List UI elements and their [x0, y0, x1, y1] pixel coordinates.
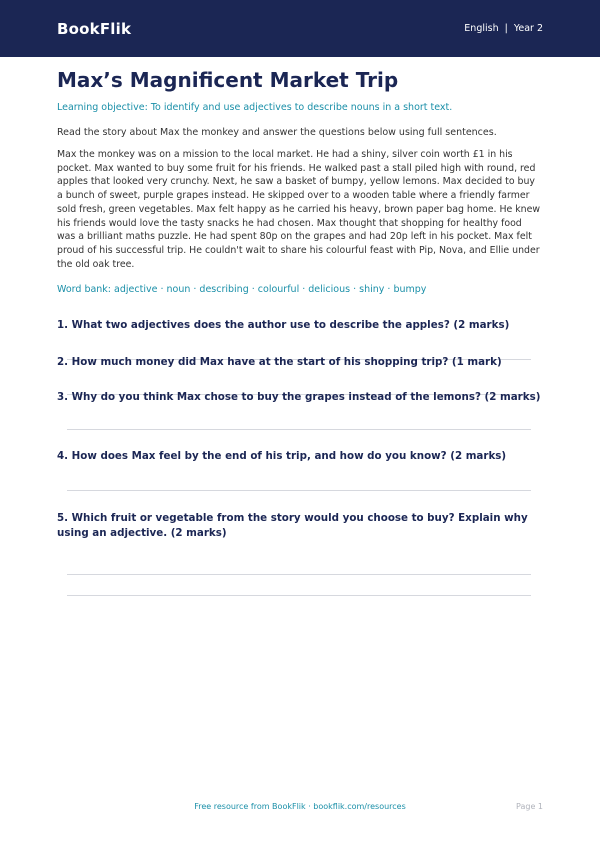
- answer-line[interactable]: [67, 490, 531, 491]
- answer-line[interactable]: [67, 595, 531, 596]
- answer-line[interactable]: [67, 574, 531, 575]
- question-3: 3. Why do you think Max chose to buy the grapes instead of the lemons? (2 marks): [57, 391, 541, 404]
- question-5: 5. Which fruit or vegetable from the story would you choose to buy? Explain why using an adjective. (2 marks): [57, 512, 528, 540]
- year-label: Year 2: [513, 23, 543, 34]
- subject-separator: |: [504, 23, 508, 34]
- subject-year: [464, 23, 543, 34]
- page-number: Page 1: [516, 802, 543, 811]
- worksheet-content: [57, 68, 543, 596]
- story-text: Max the monkey was on a mission to the local market. He had a shiny, silver coin worth £1 in his pocket. Max wanted to buy some fruit for his friends. He walked past a stall piled high with round, red apples that looked very crunchy. Next, he saw a basket of bumpy, yellow lemons. Max decided to buy a bunch of sweet, purple grapes instead. He skipped over to a wooden table where a friendly farmer sold fresh, green vegetables. Max felt happy as he carried his heavy, brown paper bag home. He knew his friends would love the tasty snacks he had chosen. Max thought that shopping for healthy food was a brilliant maths puzzle. He had spent 80p on the grapes and had 20p left in his pocket. Max felt proud of his successful trip. He couldn't wait to share his colourful feast with Pip, Nova, and Ellie under the old oak tree.: [57, 149, 541, 270]
- answer-line[interactable]: [67, 429, 531, 430]
- site-header: [0, 0, 600, 57]
- question-1: 1. What two adjectives does the author use to describe the apples? (2 marks): [57, 319, 510, 332]
- question-4: 4. How does Max feel by the end of his trip, and how do you know? (2 marks): [57, 450, 507, 463]
- footer-credit-link[interactable]: Free resource from BookFlik · bookflik.com/resources: [194, 802, 406, 811]
- page-title: Max’s Magnificent Market Trip: [57, 68, 399, 92]
- instructions: Read the story about Max the monkey and answer the questions below using full sentences.: [57, 127, 497, 138]
- question-2: 2. How much money did Max have at the start of his shopping trip? (1 mark): [57, 356, 502, 369]
- word-bank: Word bank: adjective · noun · describing · colourful · delicious · shiny · bumpy: [57, 284, 427, 296]
- brand-logo[interactable]: BookFlik: [57, 19, 132, 38]
- subject-label: English: [464, 23, 499, 34]
- learning-objective: Learning objective: To identify and use adjectives to describe nouns in a short text.: [57, 102, 453, 113]
